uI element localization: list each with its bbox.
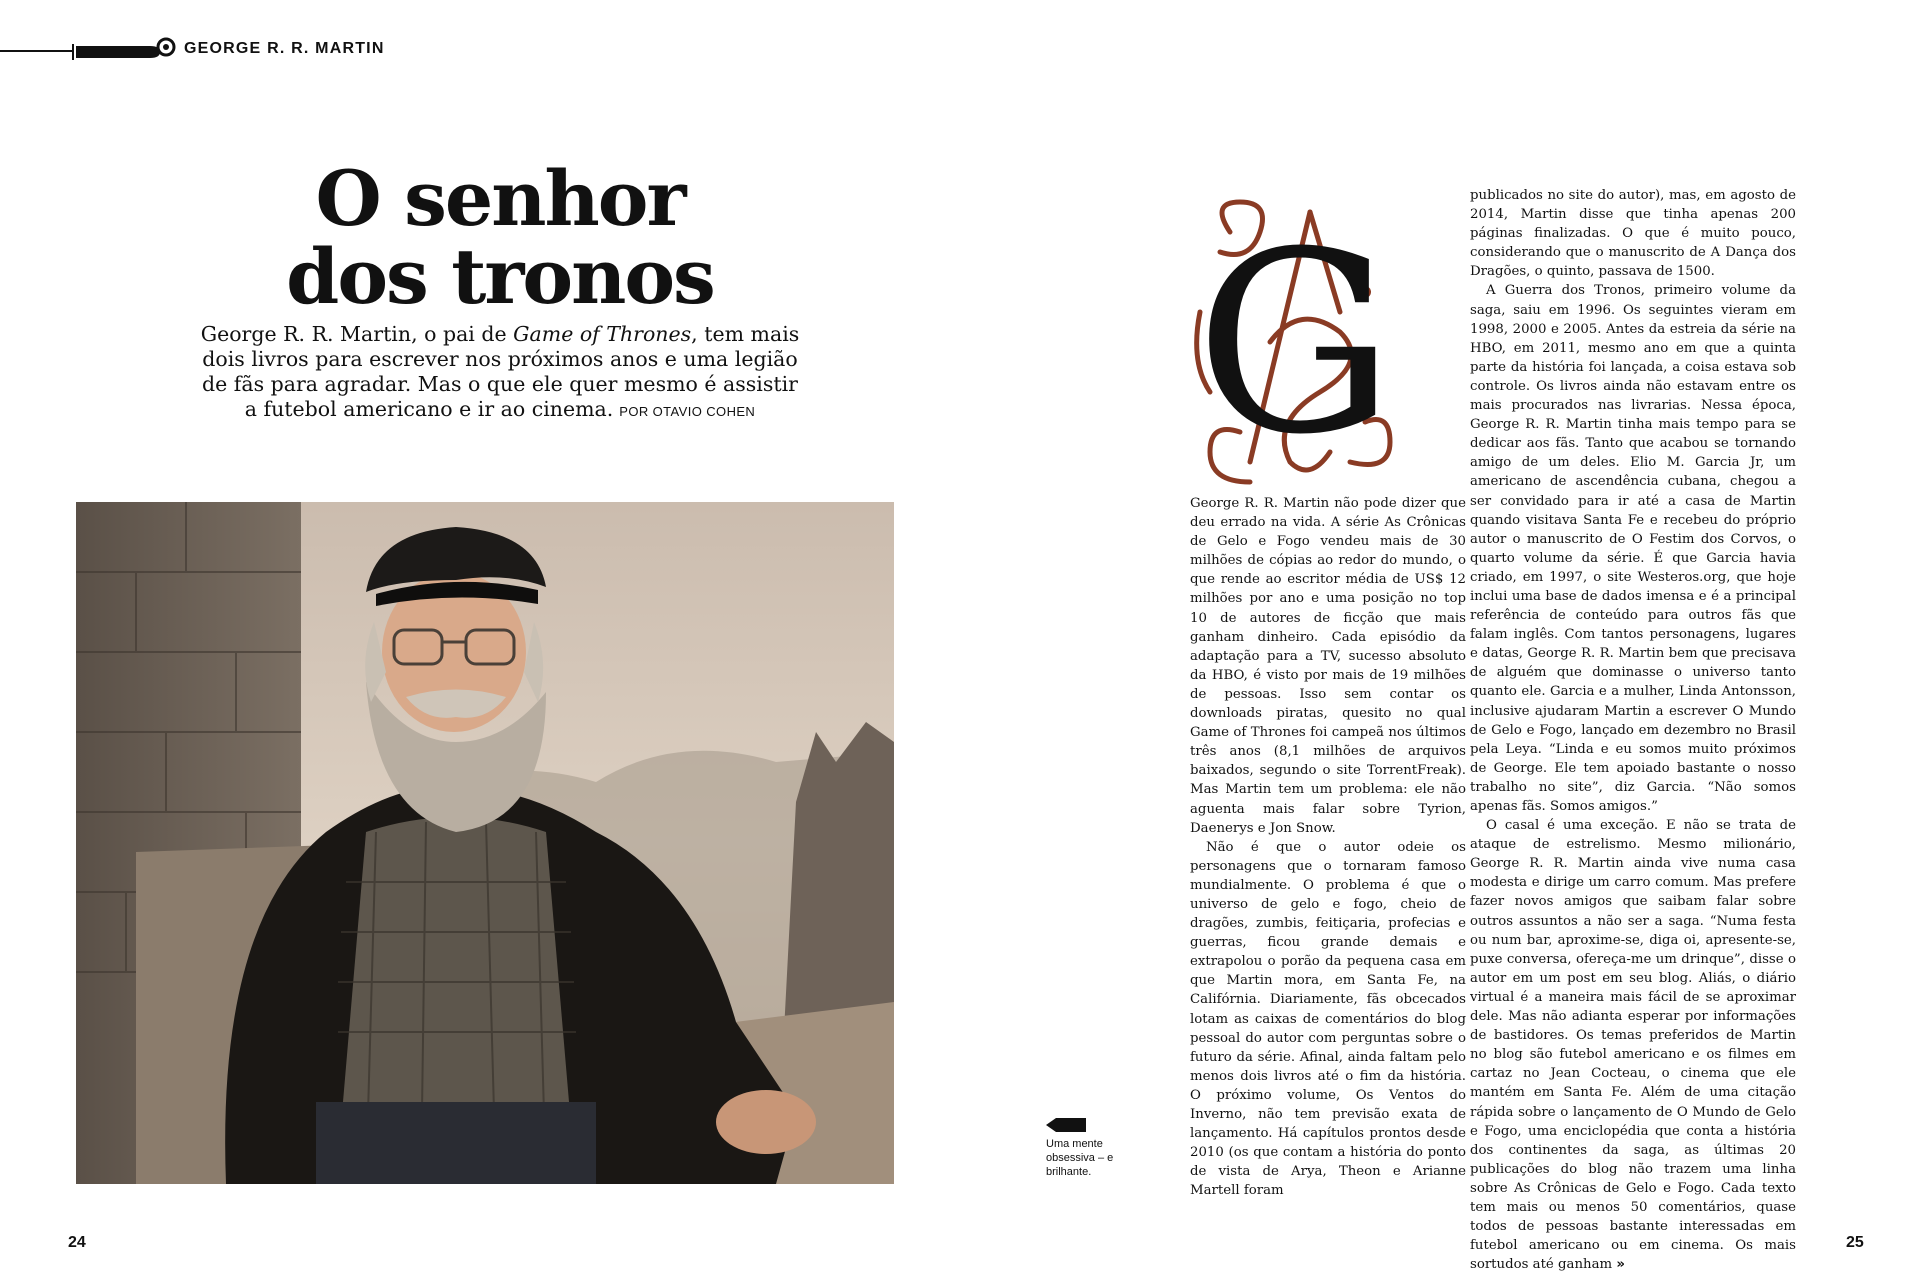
body-paragraph-text: O casal é uma exceção. E não se trata de ataque de estrelismo. Mesmo milionário, George R. R. Martin ainda vive numa casa modesta e dirige um carro comum. Mas prefere fazer novos amigos que saibam falar sobre outros assuntos a não ser a saga. “Numa festa ou num bar, aproxime-se, diga oi, apresente-se, puxe conversa, ofereça-me um drinque”, disse o autor em um post em seu blog. Aliás, o diário virtual é a maneira mais fácil de se aproximar dele. Mas não adianta esperar por informações de bastidores. Os temas preferidos de Martin no blog são futebol americano e os filmes em cartaz no Jean Cocteau, o cinema que ele mantém em Santa Fe. Além de uma citação rápida sobre o lançamento de O Mundo de Gelo e Fogo, uma enciclopédia que conta a história dos continentes da saga, as últimas 20 publicações do blog não trazem uma linha sobre As Crônicas de Gelo e Fogo. Cada texto tem mais ou menos 50 comentários, quase todos de pessoas bastante interessadas em futebol americano ou em cinema. Os mais sortudos até ganham <box>1470 818 1796 1273</box>
standfirst-text-start: George R. R. Martin, o pai de <box>200 322 514 346</box>
photo-caption <box>1046 1118 1118 1179</box>
dropcap-ornament <box>1190 192 1420 488</box>
dropcap-letter: G <box>1195 198 1395 488</box>
body-paragraph: publicados no site do autor), mas, em agosto de 2014, Martin disse que tinha apenas 200 páginas finalizadas. O que é muito pouco, considerando que o manuscrito de A Dança dos Dragões, o quinto, passava de 1500. <box>1470 188 1796 280</box>
caption-arrow-icon <box>1046 1118 1086 1132</box>
headline-line-1: O senhor <box>315 154 685 243</box>
standfirst-text-end: , tem mais dois livros para escrever nos próximos anos e uma legião de fãs para agradar. Mas o que ele quer mesmo é assistir a futebol americano e ir ao cinema. <box>202 322 800 421</box>
author-portrait-photo <box>76 502 894 1184</box>
body-paragraph <box>1470 816 1796 1274</box>
page-number-right: 25 <box>1846 1234 1864 1251</box>
body-column-right <box>1470 186 1796 1274</box>
standfirst-title: Game of Thrones <box>513 322 692 346</box>
caption-text: Uma mente obsessiva – e brilhante. <box>1046 1138 1114 1178</box>
article-headline <box>200 154 800 321</box>
header-ornament-rule <box>0 36 190 66</box>
body-paragraph: A Guerra dos Tronos, primeiro volume da saga, saiu em 1996. Os seguintes vieram em 1998, 2000 e 2005. Antes da estreia da série na HBO, em 2011, mesmo ano em que a quinta parte da história foi lançada, a coisa estava sob controle. Os livros ainda não estavam entre os mais procurados nas livrarias. Nessa época, George R. R. Martin tinha mais tempo para se dedicar aos fãs. Tanto que acabou se tornando amigo de um deles. Elio M. Garcia Jr, um americano de ascendência cubana, chegou a ser convidado para ir até a casa de Martin quando visitava Santa Fe e recebeu do próprio autor o manuscrito de O Festim dos Corvos, o quarto volume da série. É que Garcia havia criado, em 1997, o site Westeros.org, que hoje inclui uma base de dados imensa e é a principal referência de conteúdo para outros fãs que falam inglês. Com tantos personagens, lugares e datas, George R. R. Martin bem que precisava de alguém que dominasse o universo tanto quanto ele. Garcia e a mulher, Linda Antonsson, inclusive ajudaram Martin a escrever O Mundo de Gelo e Fogo, lançado em dezembro no Brasil pela Leya. “Linda e eu somos muito próximos de George. Ele tem apoiado bastante o nosso trabalho no site”, diz Garcia. “Não somos apenas fãs. Somos amigos.” <box>1470 283 1796 814</box>
continue-mark: » <box>1616 1257 1625 1273</box>
page-number-left: 24 <box>68 1234 86 1251</box>
byline: POR OTAVIO COHEN <box>619 404 756 419</box>
article-standfirst <box>200 322 800 424</box>
body-paragraph: George R. R. Martin não pode dizer que deu errado na vida. A série As Crônicas de Gelo e Fogo vendeu mais de 30 milhões de cópias ao redor do mundo, o que rende ao escritor média de US$ 12 milhões por ano e uma posição no top 10 de autores de ficção que mais ganham dinheiro. Cada episódio da adaptação para a TV, sucesso absoluto da HBO, é visto por mais de 19 milhões de pessoas. Isso sem contar os downloads piratas, quesito no qual Game of Thrones foi campeã nos últimos três anos (8,1 milhões de arquivos baixados, segundo o site TorrentFreak). Mas Martin tem um problema: ele não aguenta mais falar sobre Tyrion, Daenerys e Jon Snow. <box>1190 496 1466 836</box>
body-paragraph: Não é que o autor odeie os personagens que o tornaram famoso mundialmente. O problema é que o universo de gelo e fogo, cheio de dragões, zumbis, feitiçaria, profecias e guerras, ficou grande demais e extrapolou o porão da pequena casa em que Martin mora, em Santa Fe, na Califórnia. Diariamente, fãs obcecados lotam as caixas de comentários do blog pessoal do autor com perguntas sobre o futuro da série. Afinal, ainda faltam pelo menos dois livros até o fim da história. O próximo volume, Os Ventos do Inverno, não tem previsão exata de lançamento. Há capítulos prontos desde 2010 (os que contam a história do ponto de vista de Arya, Theon e Arianne Martell foram <box>1190 839 1466 1199</box>
headline-line-2: dos tronos <box>286 232 714 321</box>
section-label: GEORGE R. R. MARTIN <box>184 40 385 57</box>
body-column-left <box>1190 494 1466 1200</box>
